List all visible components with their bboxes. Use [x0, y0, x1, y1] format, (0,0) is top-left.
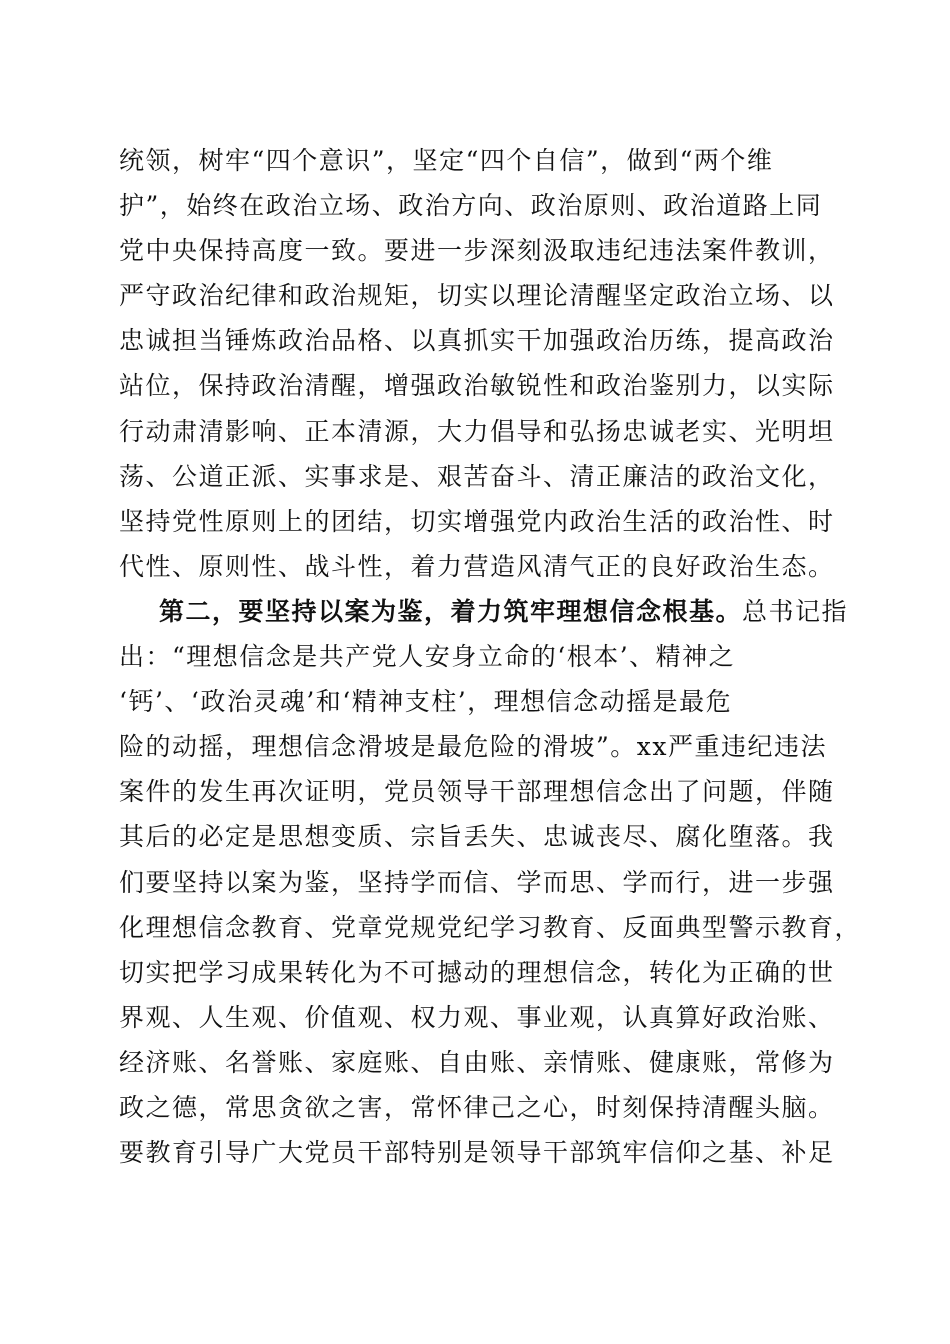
text-line: 经济账、名誉账、家庭账、自由账、亲情账、健康账，常修为 [119, 1047, 835, 1077]
text-line: 界观、人生观、价值观、权力观、事业观，认真算好政治账、 [119, 1002, 835, 1032]
text-line: 们要坚持以案为鉴，坚持学而信、学而思、学而行，进一步强 [119, 867, 835, 897]
text-line: 代性、原则性、战斗性，着力营造风清气正的良好政治生态。 [119, 551, 835, 581]
text-line: 荡、公道正派、实事求是、艰苦奋斗、清正廉洁的政治文化， [119, 461, 835, 491]
text-line: 其后的必定是思想变质、宗旨丢失、忠诚丧尽、腐化堕落。我 [119, 822, 835, 852]
text-line: 政之德，常思贪欲之害，常怀律己之心，时刻保持清醒头脑。 [119, 1092, 835, 1122]
text-line: 护”，始终在政治立场、政治方向、政治原则、政治道路上同 [119, 191, 823, 221]
text-line: 化理想信念教育、党章党规党纪学习教育、反面典型警示教育， [119, 912, 862, 942]
text-line: 统领，树牢“四个意识”，坚定“四个自信”，做到“两个维 [119, 146, 774, 175]
text-line: 站位，保持政治清醒，增强政治敏锐性和政治鉴别力，以实际 [119, 371, 835, 401]
section-heading-line [119, 589, 849, 634]
section-heading: 第二，要坚持以案为鉴，着力筑牢理想信念根基。 [159, 596, 743, 626]
text-line: 案件的发生再次证明，党员领导干部理想信念出了问题，伴随 [119, 777, 835, 807]
text-line: 出：“理想信念是共产党人安身立命的‘根本’、精神之 [119, 642, 736, 672]
text-line: 严守政治纪律和政治规矩，切实以理论清醒坚定政治立场、以 [119, 281, 835, 311]
text-line: 坚持党性原则上的团结，切实增强党内政治生活的政治性、时 [119, 506, 835, 536]
text-line: 忠诚担当锤炼政治品格、以真抓实干加强政治历练，提高政治 [119, 326, 835, 356]
text-fragment: 总书记指 [742, 596, 849, 626]
text-line: 切实把学习成果转化为不可撼动的理想信念，转化为正确的世 [119, 957, 835, 987]
text-line: 要教育引导广大党员干部特别是领导干部筑牢信仰之基、补足 [119, 1138, 835, 1168]
document-body [119, 138, 862, 1175]
text-line: ‘钙’、‘政治灵魂’和‘精神支柱’，理想信念动摇是最危 [119, 687, 733, 717]
text-line: 险的动摇，理想信念滑坡是最危险的滑坡”。xx严重违纪违法 [119, 732, 827, 762]
text-line: 行动肃清影响、正本清源，大力倡导和弘扬忠诚老实、光明坦 [119, 416, 835, 446]
text-line: 党中央保持高度一致。要进一步深刻汲取违纪违法案件教训， [119, 236, 835, 266]
